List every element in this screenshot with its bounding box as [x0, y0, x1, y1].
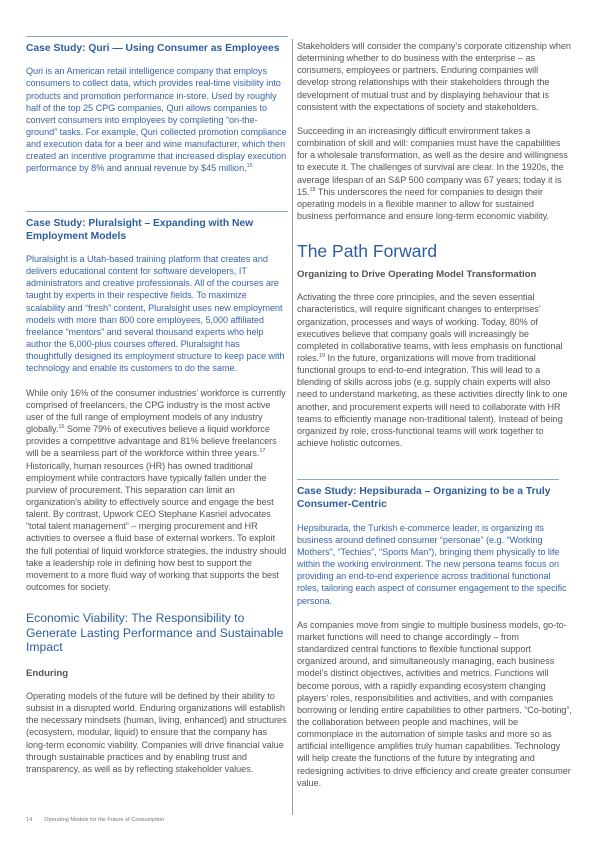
- quri-case-study-title: Case Study: Quri — Using Consumer as Employees: [26, 43, 280, 54]
- document-title: Operating Models for the Future of Consumption: [44, 817, 165, 823]
- footnote-ref: 19: [319, 352, 326, 359]
- stakeholders-paragraph: Stakeholders will consider the company’s corporate citizenship when determining whether to do business with the enterprise – as consumers, employees or partners. Enduring companies will develop strong relationships with their stakeholders through the development of mutual trust and by displaying behaviour that is consistent with the expectations of society and stakeholders.: [297, 41, 571, 112]
- pluralsight-case-study-title: Case Study: Pluralsight – Expanding with New Employment Models: [26, 217, 254, 242]
- enduring-paragraph: Operating models of the future will be defined by their ability to subsist in a disrupted world. Enduring organizations will establish the necessary mindsets (human, living, enhanced) and structures (ecosystem, modular, liquid) to ensure that the company has long-term economic viability. Companies will drive financial value through sustainable practices and by enabling trust and transparency, as well as by reflecting stakeholder values.: [26, 691, 287, 774]
- right-column: [297, 0, 572, 789]
- path-forward-heading: The Path Forward: [297, 241, 438, 262]
- case-study-rule: [26, 36, 288, 37]
- enduring-subheading: Enduring: [26, 668, 69, 680]
- workforce-paragraph: While only 16% of the consumer industries’ workforce is currently comprised of freelancers, the CPG industry is the most active user of the full range of employment models of any industry globally.$^{16}$ Some 79% of executives believe a liquid workforce provides a competitive advantage and 81% believe freelancers will be a seamless part of the workforce within three years.$^{17}$ Historically, human resources (HR) has owned traditional employment while contractors have typically fallen under the purview of procurement. This separation can limit an organization’s ability to effectively source and engage the best talent. By contrast, Upwork CEO Stephane Kasriel advocates “total talent management” – merging procurement and HR activities to oversee a fluid base of external workers. To exploit the full potential of liquid workforce strategies, the industry should take a leadership role in defining how best to support the movement to a more fluid way of working that supports the best outcomes for society.: [26, 387, 287, 593]
- case-study-rule: [26, 211, 288, 212]
- column-divider: [292, 39, 293, 815]
- hepsiburada-case-study-title: Case Study: Hepsiburada – Organizing to be a Truly Consumer-Centric: [297, 486, 551, 511]
- path-forward-paragraph: Activating the three core principles, and the seven essential characteristics, will require significant changes to enterprises’ organization, processes and ways of working. Today, 80% of executives believe that company goals will increasingly be completed in collaborative teams, with less emphasis on functional roles.$^{19}$ In the future, organizations will move from traditional functional groups to end-to-end integration. This will lead to a blending of skills across jobs (e.g. supply chain experts will also need to understand marketing, as these activities directly link to one another, and procurement experts will need to collaborate with HR teams to efficiently manage non-traditional talent). Instead of being organized by role, cross-functional teams will work together to achieve holistic outcomes.: [297, 292, 568, 449]
- succeeding-paragraph: Succeeding in an increasingly difficult environment takes a combination of skill and will: companies must have the capabilities for a wholesale transformation, as well as the desire and willingness to execute it. The challenges of survival are clear. In the 1920s, the average lifespan of an S&P 500 company was 67 years; today it is 15.18 This underscores the need for companies to design their operating models in a flexible manner to allow for sustained business performance and ensure long-term economic viability.: [297, 125, 568, 222]
- organizing-subheading: Organizing to Drive Operating Model Transformation: [297, 269, 537, 281]
- quri-case-study-body: Quri is an American retail intelligence company that employs consumers to collect data, which provides real-time visibility into products and promotion performance in-store. Used by roughly half of the top 25 CPG companies, Quri allows companies to convert consumers into employees by completing “on-the-ground” tasks. For example, Quri collected promotion compliance and execution data for a beer and wine manufacturer, which then created an incentive programme that increased display execution performance by 8% and annual revenue by $45 million.$^{15}$: [26, 66, 287, 174]
- hepsiburada-case-study-body: Hepsiburada, the Turkish e-commerce leader, is organizing its business around defined consumer “personae” (e.g. “Working Mothers”, “Techies”, “Sports Man”), bringing them physically to life within the working environment. The new persona teams focus on providing an end-to-end experience across traditional functional roles, tailoring each aspect of consumer engagement to the specific persona.: [297, 522, 567, 606]
- economic-viability-heading: Economic Viability: The Responsibility to Generate Lasting Performance and Sustainable Impact: [26, 611, 284, 655]
- footnote-ref: 16: [58, 424, 65, 430]
- pluralsight-case-study-body: Pluralsight is a Utah-based training platform that creates and delivers educational content for software developers, IT administrators and creative professionals. All of the courses are taught by experts in their respective fields. To maximize scalability and “fresh” content, Pluralsight uses new employment models with more than 800 core employees, 5,000 affiliated freelance “mentors” and several thousand experts who help author the 6,000-plus courses offered. Pluralsight has thoughtfully designed its employment structure to keep pace with technology and enable its customers to do the same.: [26, 254, 285, 374]
- footnote-ref: 18: [309, 186, 316, 193]
- page-number: 14: [26, 817, 33, 823]
- left-column: [26, 0, 288, 775]
- footnote-ref: 15: [246, 163, 253, 170]
- footnote-ref: 17: [259, 448, 266, 455]
- case-study-rule: [297, 479, 559, 480]
- multiple-models-paragraph: As companies move from single to multiple business models, go-to-market functions will need to change accordingly – from standardized central functions to flexible functional support organized around, and simultaneously managing, each business model’s distinct objectives, activities and metrics. Functions will become porous, with a rapidly expanding ecosystem changing players’ roles, responsibilities and activities, and with companies borrowing or lending entire capabilities to other partners. “Co-boting”, the collaboration between people and machines, will be commonplace in the automation of simple tasks and more so as artificial intelligence amplifies truly human capabilities. Technology will help create the functions of the future by integrating and redesigning activities to drive efficiency and create greater consumer value.: [297, 619, 572, 788]
- page-footer: [26, 817, 176, 823]
